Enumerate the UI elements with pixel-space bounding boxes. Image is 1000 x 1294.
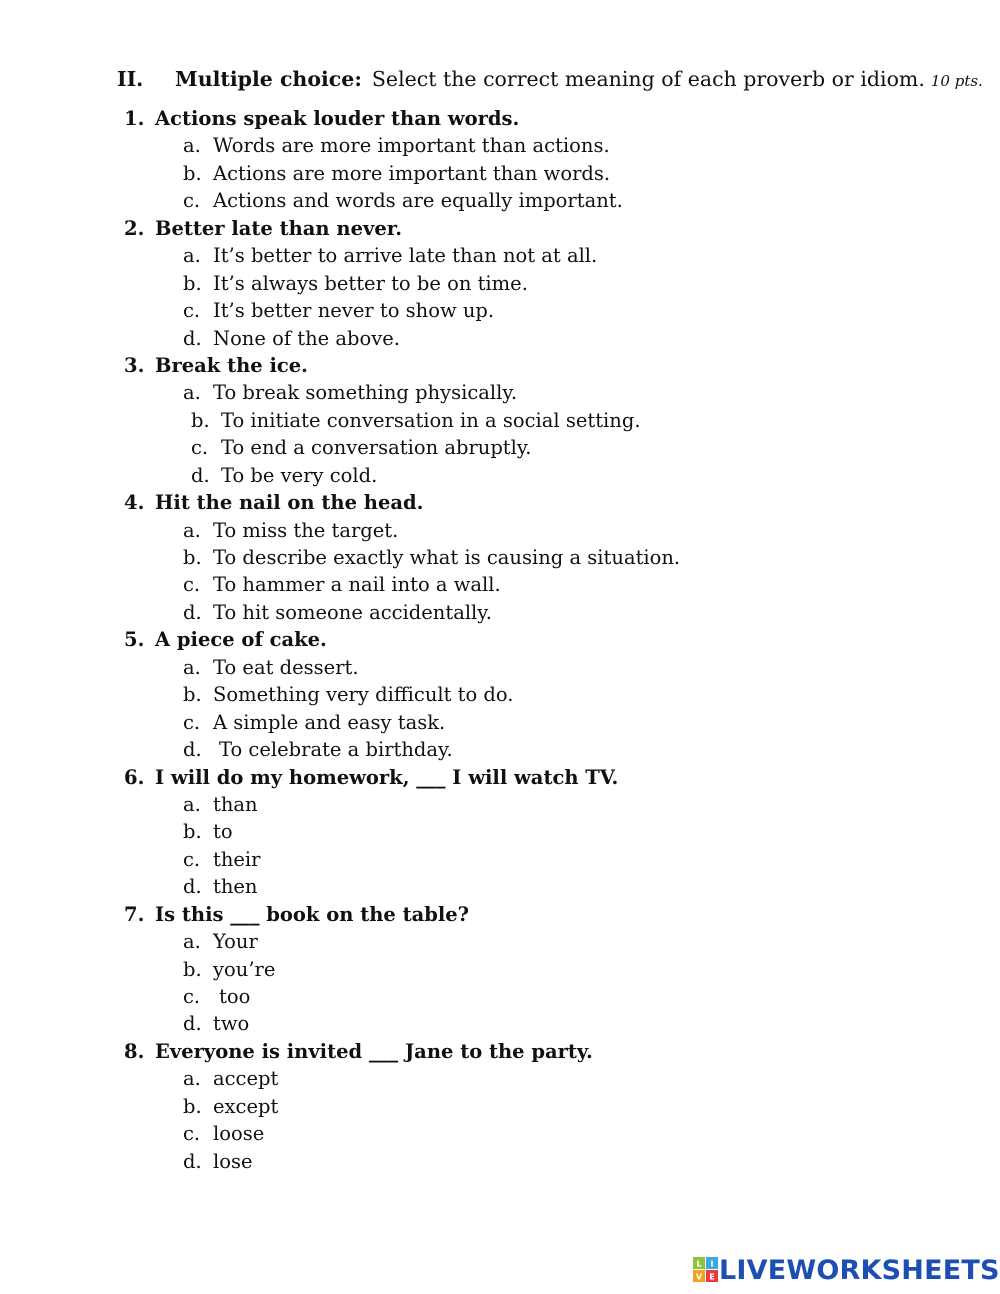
section-instructions: Select the correct meaning of each proverb or idiom. [371, 67, 925, 91]
option-text: It’s better to arrive late than not at all. [213, 244, 598, 268]
option-letter: b. [191, 408, 210, 432]
option-text: To miss the target. [213, 518, 399, 542]
question-number: 2. [124, 216, 145, 240]
option-letter: b. [183, 820, 202, 844]
question-3 [0, 352, 1000, 489]
option-a[interactable] [0, 517, 1000, 544]
option-letter: c. [183, 299, 201, 323]
question-number: 7. [124, 902, 145, 926]
option-letter: d. [183, 600, 202, 624]
question-number: 1. [124, 107, 145, 130]
option-b[interactable] [0, 407, 1000, 434]
option-letter: c. [183, 710, 201, 734]
option-letter: a. [183, 655, 201, 679]
option-letter: a. [183, 134, 201, 158]
option-b[interactable] [0, 1093, 1000, 1120]
option-c[interactable] [0, 187, 1000, 214]
section-number: II. [117, 67, 144, 91]
option-c[interactable] [0, 434, 1000, 461]
option-text: Actions and words are equally important. [213, 189, 623, 213]
option-letter: c. [191, 436, 209, 460]
option-text: their [213, 847, 261, 871]
option-letter: c. [183, 847, 201, 871]
question-text: Actions speak louder than words. [155, 107, 520, 130]
question-5 [0, 626, 1000, 763]
option-text: To hit someone accidentally. [213, 600, 492, 624]
option-text: accept [213, 1067, 279, 1091]
option-letter: d. [183, 326, 202, 350]
question-text: Better late than never. [155, 216, 402, 240]
option-a[interactable] [0, 928, 1000, 955]
liveworksheets-logo[interactable] [693, 1255, 1000, 1285]
option-d[interactable] [0, 599, 1000, 626]
option-d[interactable] [0, 1010, 1000, 1037]
svg-text:E: E [709, 1272, 715, 1282]
option-a[interactable] [0, 654, 1000, 681]
question-number: 4. [124, 491, 145, 515]
option-d[interactable] [0, 873, 1000, 900]
option-letter: a. [183, 792, 201, 816]
liveworksheets-logo-icon [693, 1257, 719, 1283]
option-text: A simple and easy task. [213, 710, 446, 734]
option-c[interactable] [0, 297, 1000, 324]
option-letter: c. [183, 189, 201, 213]
option-text: To end a conversation abruptly. [221, 436, 532, 460]
option-text: lose [213, 1149, 253, 1173]
question-prompt [0, 901, 1000, 928]
option-letter: a. [183, 244, 201, 268]
option-text: Words are more important than actions. [213, 134, 610, 158]
option-text: Something very difficult to do. [213, 683, 514, 707]
svg-text:L: L [696, 1259, 702, 1269]
option-a[interactable] [0, 1065, 1000, 1092]
option-text: two [213, 1012, 250, 1036]
question-2 [0, 215, 1000, 352]
option-text: To be very cold. [221, 463, 378, 487]
option-text: It’s better never to show up. [213, 299, 495, 323]
option-letter: d. [183, 875, 202, 899]
option-a[interactable] [0, 132, 1000, 159]
option-a[interactable] [0, 379, 1000, 406]
option-a[interactable] [0, 242, 1000, 269]
option-text: None of the above. [213, 326, 400, 350]
option-text: then [213, 875, 258, 899]
option-letter: d. [183, 1012, 202, 1036]
option-letter: d. [191, 463, 210, 487]
question-text: Hit the nail on the head. [155, 491, 424, 515]
question-number: 5. [124, 628, 145, 652]
option-b[interactable] [0, 544, 1000, 571]
option-letter: a. [183, 381, 201, 405]
option-letter: c. [183, 573, 201, 597]
question-text: Break the ice. [155, 353, 308, 377]
option-letter: a. [183, 930, 201, 954]
liveworksheets-wordmark: LIVEWORKSHEETS [719, 1254, 1000, 1286]
question-6 [0, 764, 1000, 901]
option-text: to [213, 820, 233, 844]
question-text: I will do my homework, ___ I will watch TV. [155, 765, 619, 789]
option-text: To describe exactly what is causing a situation. [213, 546, 681, 569]
option-text: except [213, 1094, 279, 1118]
option-letter: a. [183, 518, 201, 542]
option-letter: b. [183, 271, 202, 295]
question-prompt [0, 1038, 1000, 1065]
option-text: loose [213, 1122, 265, 1146]
question-prompt [0, 352, 1000, 379]
option-c[interactable] [0, 571, 1000, 598]
option-d[interactable] [0, 736, 1000, 763]
option-text: you’re [213, 957, 276, 981]
option-text: Your [213, 930, 258, 954]
option-letter: d. [183, 738, 202, 762]
option-c[interactable] [0, 709, 1000, 736]
option-c[interactable] [0, 983, 1000, 1010]
question-text: Everyone is invited ___ Jane to the party. [155, 1039, 593, 1063]
option-text: To hammer a nail into a wall. [213, 573, 501, 597]
svg-text:I: I [710, 1259, 714, 1269]
option-d[interactable] [0, 462, 1000, 489]
question-prompt [0, 489, 1000, 516]
option-text: Actions are more important than words. [213, 161, 611, 185]
option-b[interactable] [0, 818, 1000, 845]
question-prompt [0, 764, 1000, 791]
section-title: Multiple choice: [175, 67, 362, 91]
option-letter: c. [183, 985, 201, 1008]
question-number: 6. [124, 765, 145, 789]
option-text: To initiate conversation in a social setting. [221, 408, 641, 432]
question-text: Is this ___ book on the table? [155, 902, 470, 926]
option-letter: c. [183, 1122, 201, 1146]
option-letter: d. [183, 1149, 202, 1173]
question-8 [0, 1038, 1000, 1175]
option-d[interactable] [0, 325, 1000, 352]
option-letter: b. [183, 161, 202, 185]
question-prompt [0, 105, 1000, 132]
question-number: 3. [124, 353, 145, 377]
question-prompt [0, 626, 1000, 653]
option-b[interactable] [0, 681, 1000, 708]
section-points: 10 pts. [930, 72, 983, 90]
option-text: To break something physically. [213, 381, 518, 405]
option-b[interactable] [0, 160, 1000, 187]
question-1 [0, 105, 1000, 215]
option-c[interactable] [0, 846, 1000, 873]
option-letter: b. [183, 546, 202, 569]
option-b[interactable] [0, 270, 1000, 297]
question-7 [0, 901, 1000, 1038]
question-number: 8. [124, 1039, 145, 1063]
question-list [0, 105, 1000, 1175]
option-text: To eat dessert. [213, 655, 359, 679]
option-b[interactable] [0, 956, 1000, 983]
option-text: too [219, 985, 251, 1008]
option-letter: a. [183, 1067, 201, 1091]
option-letter: b. [183, 683, 202, 707]
option-text: To celebrate a birthday. [219, 738, 453, 762]
option-d[interactable] [0, 1148, 1000, 1175]
question-text: A piece of cake. [155, 628, 327, 652]
option-c[interactable] [0, 1120, 1000, 1147]
svg-text:V: V [695, 1272, 703, 1282]
question-4 [0, 489, 1000, 626]
question-prompt [0, 215, 1000, 242]
section-header [117, 64, 983, 96]
option-text: than [213, 792, 258, 816]
option-a[interactable] [0, 791, 1000, 818]
option-letter: b. [183, 1094, 202, 1118]
option-text: It’s always better to be on time. [213, 271, 528, 295]
option-letter: b. [183, 957, 202, 981]
